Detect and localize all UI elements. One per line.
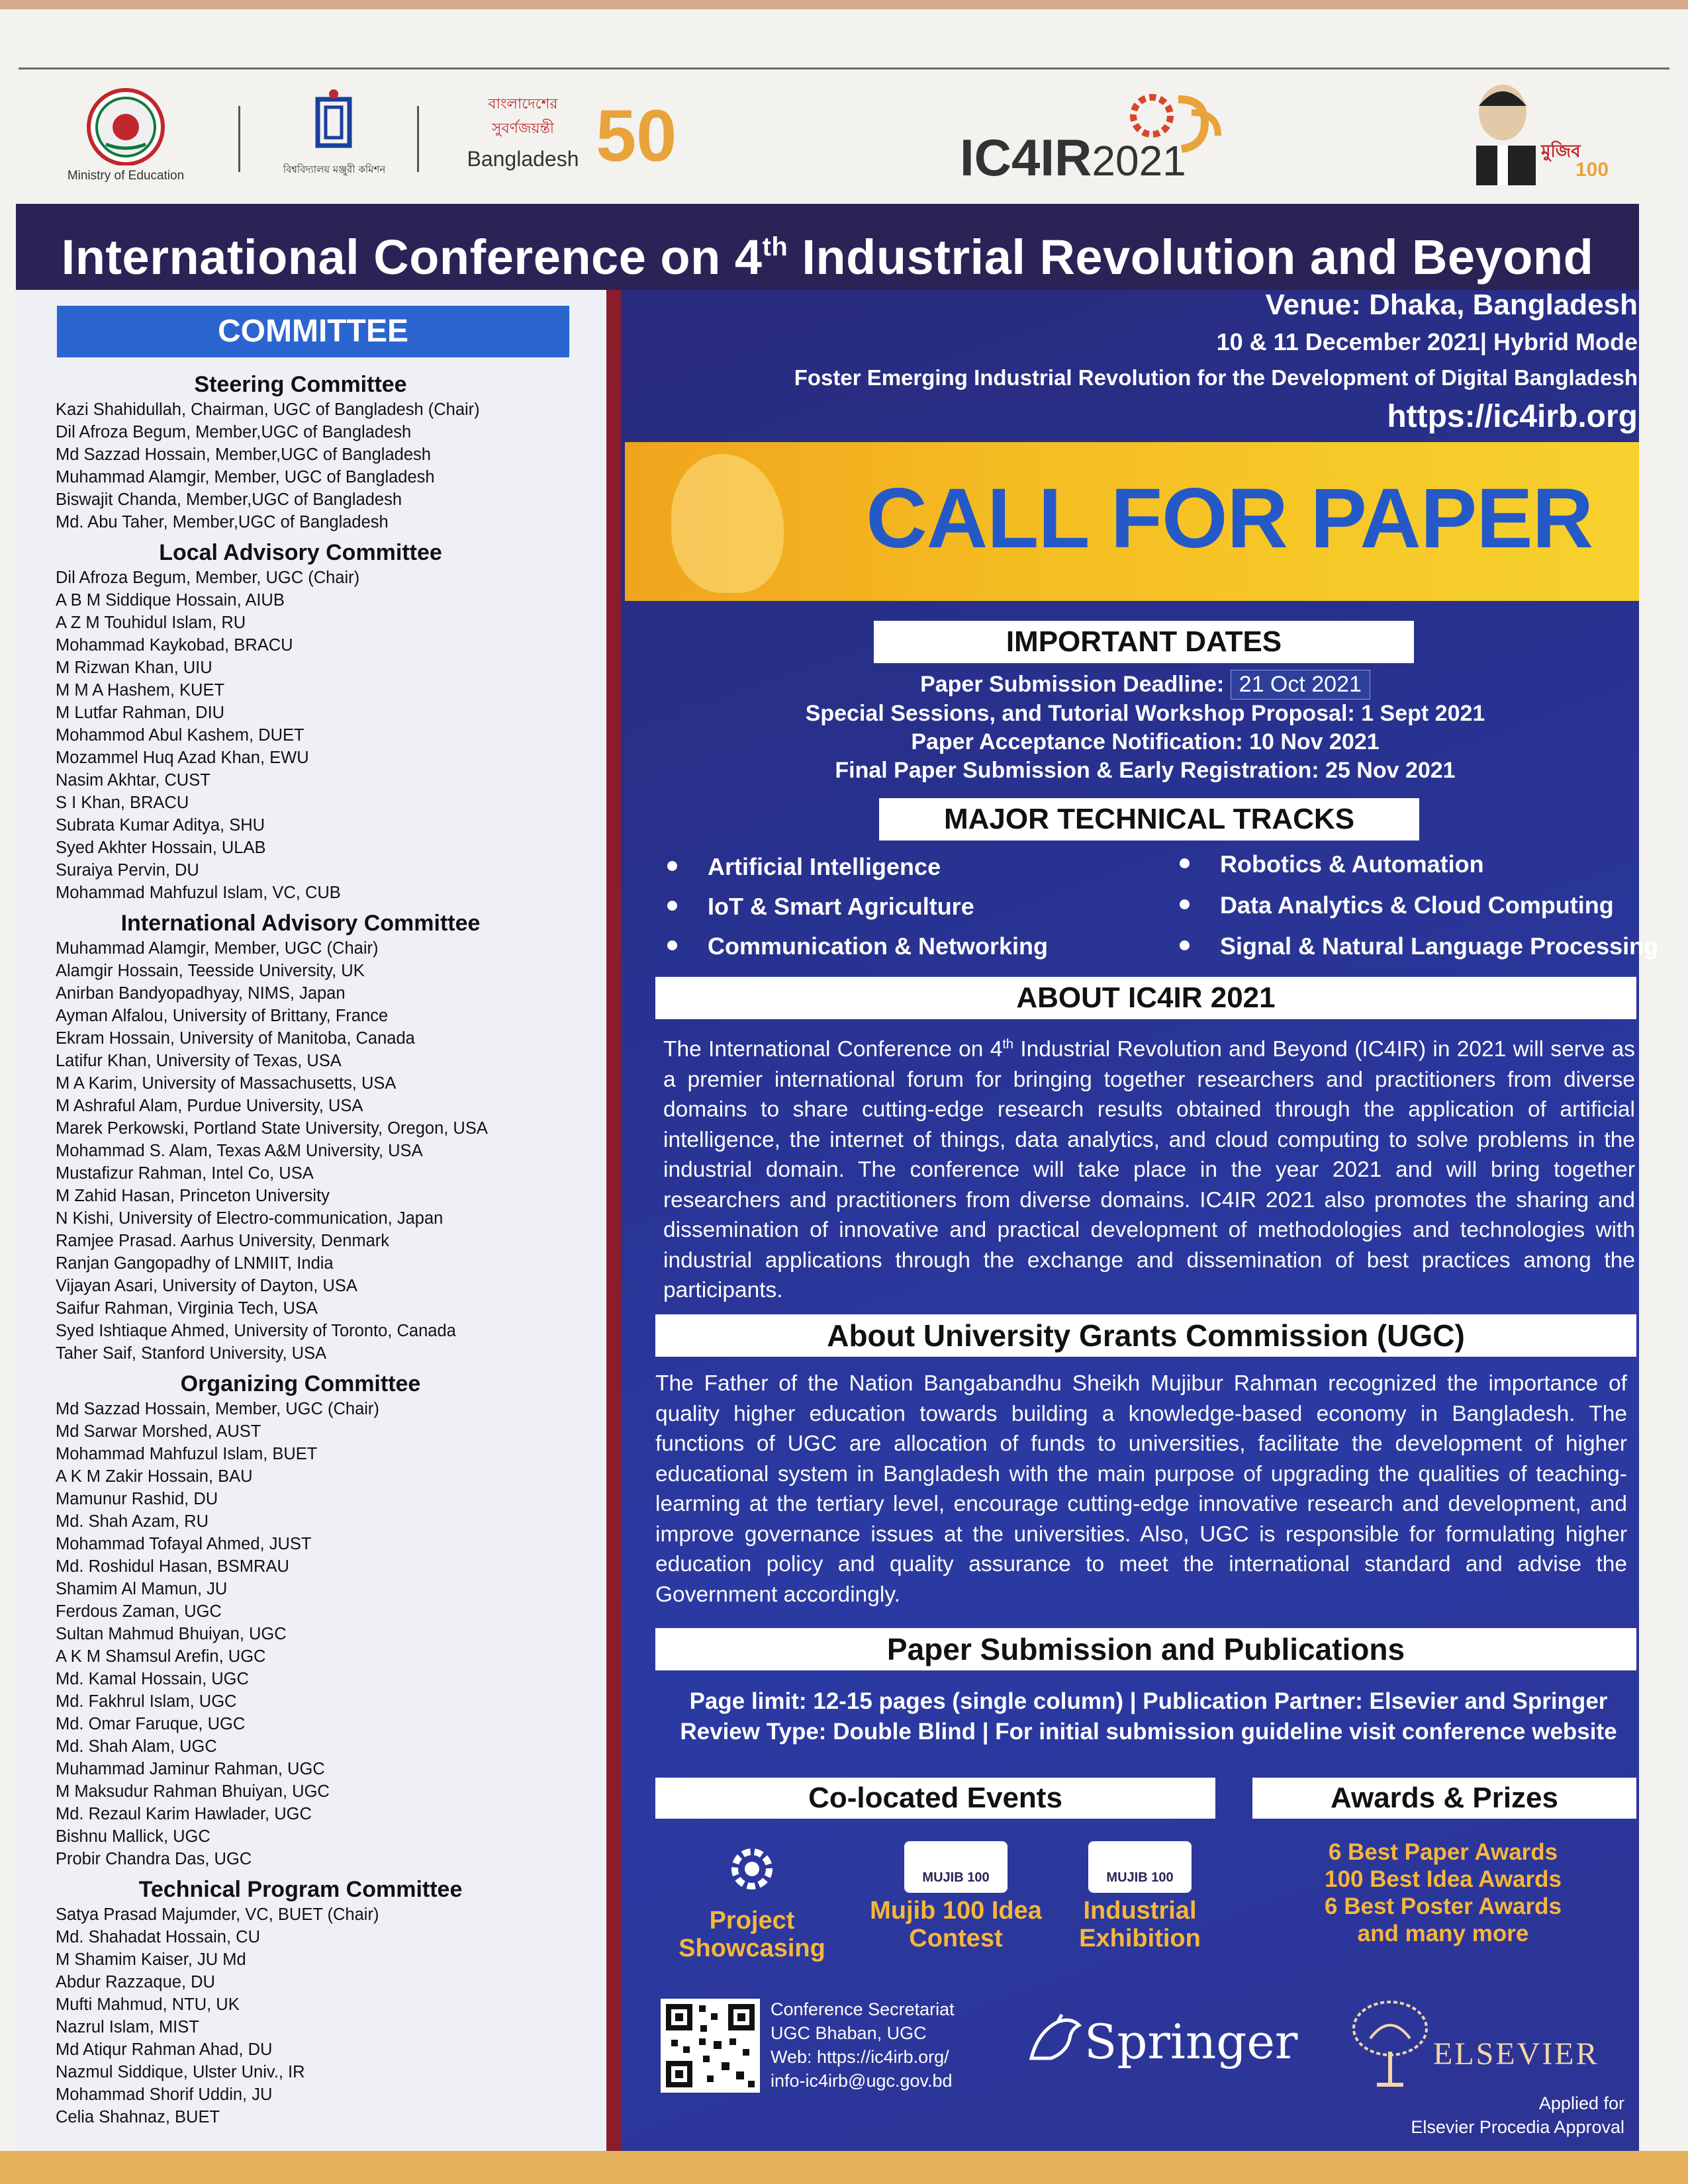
awards-title: Awards & Prizes xyxy=(1252,1778,1636,1819)
committee-member: Md. Shahadat Hossain, CU xyxy=(56,1928,260,1946)
approval-note xyxy=(1411,2091,1624,2139)
publication-line1: Page limit: 12-15 pages (single column) | Publication Partner: Elsevier and Springer xyxy=(689,1688,1608,1714)
committee-member: Nazrul Islam, MIST xyxy=(56,2018,199,2036)
qr-code-icon[interactable] xyxy=(661,1999,760,2093)
conference-title xyxy=(16,204,1639,290)
contact-line1: Conference Secretariat xyxy=(771,1999,955,2019)
committee-member: Suraiya Pervin, DU xyxy=(56,861,199,880)
ic4ir-prefix: IC4IR xyxy=(960,128,1092,187)
committee-section-heading: Organizing Committee xyxy=(180,1371,421,1396)
committee-title: COMMITTEE xyxy=(57,306,569,357)
ministry-logo xyxy=(60,86,192,183)
committee-member: Dil Afroza Begum, Member, UGC (Chair) xyxy=(56,569,360,587)
event-line2: Exhibition xyxy=(1079,1925,1201,1952)
event-mujib-idea-contest xyxy=(850,1841,1062,1952)
event-industrial-exhibition xyxy=(1067,1841,1213,1952)
contact-email[interactable]: info-ic4irb@ugc.gov.bd xyxy=(771,2071,953,2091)
committee-member: Ekram Hossain, University of Manitoba, Canada xyxy=(56,1029,415,1048)
committee-member: Latifur Khan, University of Texas, USA xyxy=(56,1052,342,1070)
committee-member: Shamim Al Mamun, JU xyxy=(56,1580,228,1598)
mujib100-badge-icon: MUJIB 100 xyxy=(904,1841,1008,1893)
committee-member: Ferdous Zaman, UGC xyxy=(56,1602,222,1621)
venue-dates: 10 & 11 December 2021| Hybrid Mode xyxy=(1216,328,1638,355)
committee-member: Md Atiqur Rahman Ahad, DU xyxy=(56,2040,273,2059)
committee-member: M Ashraful Alam, Purdue University, USA xyxy=(56,1097,363,1115)
committee-member: Mohammad Mahfuzul Islam, VC, CUB xyxy=(56,884,341,902)
jubilee-english-text: Bangladesh xyxy=(467,147,579,171)
committee-member: Ranjan Gangopadhy of LNMIIT, India xyxy=(56,1254,334,1273)
committee-member: M Zahid Hasan, Princeton University xyxy=(56,1187,330,1205)
committee-member: M A Karim, University of Massachusetts, USA xyxy=(56,1074,397,1093)
committee-member: Biswajit Chanda, Member,UGC of Bangladesh xyxy=(56,490,402,509)
committee-member: Abdur Razzaque, DU xyxy=(56,1973,215,1991)
jubilee-bangla-text: বাংলাদেশের সুবর্ণজয়ন্তী xyxy=(488,96,558,137)
contact-line2: UGC Bhaban, UGC xyxy=(771,2023,927,2043)
committee-member: Ayman Alfalou, University of Brittany, France xyxy=(56,1007,389,1025)
springer-logo xyxy=(1025,2012,1297,2071)
contact-block xyxy=(771,1997,955,2093)
track-item xyxy=(667,932,1048,961)
committee-member: Muhammad Alamgir, Member, UGC (Chair) xyxy=(56,939,379,958)
ic4ir-logo xyxy=(960,86,1238,192)
committee-member: M M A Hashem, KUET xyxy=(56,681,225,700)
committee-member: Satya Prasad Majumder, VC, BUET (Chair) xyxy=(56,1905,379,1924)
track-item xyxy=(667,892,974,921)
committee-member: Md Sazzad Hossain, Member, UGC (Chair) xyxy=(56,1400,379,1418)
venue-url[interactable]: https://ic4irb.org xyxy=(1387,399,1638,434)
bullet-icon xyxy=(667,940,677,950)
portrait-icon xyxy=(1463,79,1549,185)
award-item: 6 Best Paper Awards xyxy=(1328,1839,1558,1865)
committee-member: Vijayan Asari, University of Dayton, USA xyxy=(56,1277,357,1295)
committee-member: Saifur Rahman, Virginia Tech, USA xyxy=(56,1299,318,1318)
committee-member: Mohammod Abul Kashem, DUET xyxy=(56,726,305,745)
committee-member: Mufti Mahmud, NTU, UK xyxy=(56,1995,240,2014)
final-submission-line: Final Paper Submission & Early Registration: 25 Nov 2021 xyxy=(835,758,1456,783)
committee-section-heading: Technical Program Committee xyxy=(138,1877,463,1902)
committee-member: Sultan Mahmud Bhuiyan, UGC xyxy=(56,1625,287,1643)
venue-block xyxy=(794,286,1638,438)
bullet-icon xyxy=(1180,940,1190,950)
committee-member: Kazi Shahidullah, Chairman, UGC of Bangladesh (Chair) xyxy=(56,400,480,419)
title-part1: International Conference on 4 xyxy=(61,230,763,285)
committee-member: Dil Afroza Begum, Member,UGC of Bangladesh xyxy=(56,423,412,441)
committee-member: Syed Ishtiaque Ahmed, University of Toronto, Canada xyxy=(56,1322,456,1340)
committee-member: Md. Roshidul Hasan, BSMRAU xyxy=(56,1557,289,1576)
ai-head-icon xyxy=(671,454,784,593)
approval-line2: Elsevier Procedia Approval xyxy=(1411,2117,1624,2137)
track-label: IoT & Smart Agriculture xyxy=(708,893,974,920)
ic4ir-year: 2021 xyxy=(1092,137,1186,185)
committee-member: Bishnu Mallick, UGC xyxy=(56,1827,211,1846)
track-label: Artificial Intelligence xyxy=(708,853,941,880)
elsevier-tree-icon xyxy=(1350,1999,1430,2091)
mujib-number: 100 xyxy=(1575,159,1609,181)
award-item: 6 Best Poster Awards xyxy=(1325,1893,1562,1919)
committee-section-heading: Steering Committee xyxy=(194,372,407,397)
proposal-date-line: Special Sessions, and Tutorial Workshop Proposal: 1 Sept 2021 xyxy=(805,701,1485,726)
event-project-showcasing xyxy=(659,1841,845,1962)
committee-member: N Kishi, University of Electro-communication, Japan xyxy=(56,1209,444,1228)
header-rule xyxy=(19,68,1669,69)
important-dates-title: IMPORTANT DATES xyxy=(874,621,1414,663)
committee-member: Anirban Bandyopadhyay, NIMS, Japan xyxy=(56,984,346,1003)
bullet-icon xyxy=(667,901,677,911)
logo-divider xyxy=(238,106,240,172)
award-item: 100 Best Idea Awards xyxy=(1325,1866,1562,1892)
committee-member: Mohammad Mahfuzul Islam, BUET xyxy=(56,1445,318,1463)
committee-section-heading: International Advisory Committee xyxy=(120,911,481,936)
golden-jubilee-logo xyxy=(444,87,702,193)
publication-title: Paper Submission and Publications xyxy=(655,1628,1636,1670)
submission-date: 21 Oct 2021 xyxy=(1231,670,1370,700)
approval-line1: Applied for xyxy=(1538,2093,1624,2113)
committee-member: Subrata Kumar Aditya, SHU xyxy=(56,816,265,835)
committee-member: M Maksudur Rahman Bhuiyan, UGC xyxy=(56,1782,330,1801)
event-line2: Contest xyxy=(909,1925,1003,1952)
committee-member: A K M Shamsul Arefin, UGC xyxy=(56,1647,266,1666)
jubilee-number: 50 xyxy=(596,95,677,177)
logo-divider xyxy=(417,106,419,172)
committee-member: Md. Omar Faruque, UGC xyxy=(56,1715,246,1733)
ugc-logo xyxy=(265,86,404,179)
committee-member: Md. Fakhrul Islam, UGC xyxy=(56,1692,237,1711)
about-ugc-text: The Father of the Nation Bangabandhu Sheikh Mujibur Rahman recognized the importance of quality higher education towards building a knowledge-based economy in Bangladesh. The functions of UGC are allocation of funds to universities, facilitate the development of higher educational system in Bangladesh with the main purpose of upgrading the qualities of teaching-learming at the tertiary level, encourage cutting-edge innovative research and development, and improve governance issues at the universities. Also, UGC is responsible for formulating higher education policy and quality assurance to meet the international standard and advise the Government accordingly. xyxy=(655,1371,1627,1607)
venue-place: Venue: Dhaka, Bangladesh xyxy=(1265,289,1638,321)
title-part2: Industrial Revolution and Beyond xyxy=(788,230,1594,285)
ugc-caption: বিশ্ববিদ্যালয় মঞ্জুরী কমিশন xyxy=(283,163,386,175)
track-label: Data Analytics & Cloud Computing xyxy=(1220,891,1614,919)
committee-member: Alamgir Hossain, Teesside University, UK xyxy=(56,962,365,980)
about-ugc-title: About University Grants Commission (UGC) xyxy=(655,1314,1636,1357)
committee-member: Md. Shah Azam, RU xyxy=(56,1512,209,1531)
about-ic4ir-text xyxy=(663,1030,1635,1306)
track-item xyxy=(1180,932,1658,961)
call-for-paper-banner xyxy=(625,442,1639,601)
contact-web[interactable]: Web: https://ic4irb.org/ xyxy=(771,2047,949,2067)
ugc-emblem-icon xyxy=(265,86,404,159)
committee-member: Taher Saif, Stanford University, USA xyxy=(56,1344,327,1363)
committee-member: Mustafizur Rahman, Intel Co, USA xyxy=(56,1164,314,1183)
track-item xyxy=(667,852,941,882)
springer-wordmark: Springer xyxy=(1084,2014,1298,2070)
ic4ir-wordmark xyxy=(960,128,1186,187)
committee-member: Ramjee Prasad. Aarhus University, Denmark xyxy=(56,1232,390,1250)
committee-member: Probir Chandra Das, UGC xyxy=(56,1850,252,1868)
about-ic4ir-text-part2: Industrial Revolution and Beyond (IC4IR) in 2021 will serve as a premier international forum for bringing together researchers and practitioners from diverse domains to share cutting-edge research results obtained through the application of artificial intelligence, the internet of things, data analytics, and cloud computing to solve problems in the industrial domain. The conference will take place in the year 2021 and will bring together researchers and practitioners from diverse domains. IC4IR 2021 also promotes the sharing and dissemination of innovative and practical development of methodologies and technologies with industrial applications through the exchange and dissemination of best practices among the participants. xyxy=(663,1037,1635,1303)
about-ic4ir-text-part1: The International Conference on 4 xyxy=(663,1037,1003,1062)
event-line1: Mujib 100 Idea xyxy=(870,1897,1042,1925)
call-for-paper-heading: CALL FOR PAPER xyxy=(866,471,1593,566)
about-ic4ir-superscript: th xyxy=(1002,1037,1014,1052)
committee-member: Md Sazzad Hossain, Member,UGC of Bangladesh xyxy=(56,445,431,464)
mujib-bangla-text: মুজিব xyxy=(1541,142,1581,161)
ministry-caption: Ministry of Education xyxy=(67,169,185,183)
about-ic4ir-title: ABOUT IC4IR 2021 xyxy=(655,977,1636,1019)
submission-label: Paper Submission Deadline: xyxy=(920,672,1225,697)
track-item xyxy=(1180,850,1484,879)
committee-member: Marek Perkowski, Portland State University, Oregon, USA xyxy=(56,1119,488,1138)
acceptance-date-line: Paper Acceptance Notification: 10 Nov 2021 xyxy=(911,729,1380,754)
gear-icon xyxy=(724,1841,780,1897)
committee-member: A B M Siddique Hossain, AIUB xyxy=(56,591,285,610)
committee-member: Celia Shahnaz, BUET xyxy=(56,2108,220,2126)
committee-member: Md. Abu Taher, Member,UGC of Bangladesh xyxy=(56,513,389,531)
mujib100-logo xyxy=(1463,79,1635,192)
committee-section-heading: Local Advisory Committee xyxy=(159,540,442,565)
important-dates xyxy=(662,670,1628,785)
elsevier-wordmark: ELSEVIER xyxy=(1433,2036,1599,2071)
awards-list xyxy=(1258,1839,1628,1947)
track-label: Robotics & Automation xyxy=(1220,850,1484,878)
mujib100-badge-icon: MUJIB 100 xyxy=(1088,1841,1192,1893)
track-label: Signal & Natural Language Processing xyxy=(1220,933,1659,960)
committee-member: M Lutfar Rahman, DIU xyxy=(56,704,225,722)
event-line2: Showcasing xyxy=(679,1934,825,1962)
bottom-edge xyxy=(0,2151,1688,2184)
committee-member: Mohammad Shorif Uddin, JU xyxy=(56,2085,273,2104)
publication-details xyxy=(655,1686,1642,1747)
track-label: Communication & Networking xyxy=(708,933,1049,960)
ministry-emblem-icon xyxy=(60,86,192,165)
events-title: Co-located Events xyxy=(655,1778,1215,1819)
committee-member: Md. Kamal Hossain, UGC xyxy=(56,1670,249,1688)
qr-pattern xyxy=(661,1999,760,2093)
committee-member: A Z M Touhidul Islam, RU xyxy=(56,614,246,632)
logo-row xyxy=(20,79,1668,199)
award-item: and many more xyxy=(1357,1921,1529,1946)
event-line1: Project xyxy=(709,1907,795,1934)
title-superscript: th xyxy=(762,232,788,261)
committee-member: Nasim Akhtar, CUST xyxy=(56,771,211,790)
committee-member: Mohammad Tofayal Ahmed, JUST xyxy=(56,1535,312,1553)
committee-member: Nazmul Siddique, Ulster Univ., IR xyxy=(56,2063,305,2081)
springer-horse-icon xyxy=(1025,2012,1084,2065)
bullet-icon xyxy=(667,861,677,871)
event-line1: Industrial xyxy=(1083,1897,1197,1925)
committee-list xyxy=(56,371,598,2128)
committee-member: Mozammel Huq Azad Khan, EWU xyxy=(56,749,309,767)
committee-member: S I Khan, BRACU xyxy=(56,794,189,812)
committee-member: Md Sarwar Morshed, AUST xyxy=(56,1422,261,1441)
bullet-icon xyxy=(1180,858,1190,868)
committee-member: Md. Rezaul Karim Hawlader, UGC xyxy=(56,1805,312,1823)
committee-member: Mohammad Kaykobad, BRACU xyxy=(56,636,293,655)
submission-deadline-line xyxy=(662,670,1628,700)
bullet-icon xyxy=(1180,899,1190,909)
committee-member: Mohammad S. Alam, Texas A&M University, USA xyxy=(56,1142,423,1160)
committee-member: A K M Zakir Hossain, BAU xyxy=(56,1467,253,1486)
committee-member: Syed Akhter Hossain, ULAB xyxy=(56,839,266,857)
committee-member: M Rizwan Khan, UIU xyxy=(56,659,212,677)
top-edge xyxy=(0,0,1688,9)
venue-theme: Foster Emerging Industrial Revolution for the Development of Digital Bangladesh xyxy=(794,365,1638,390)
committee-member: M Shamim Kaiser, JU Md xyxy=(56,1950,246,1969)
tracks-title: MAJOR TECHNICAL TRACKS xyxy=(879,798,1419,841)
committee-member: Muhammad Alamgir, Member, UGC of Bangladesh xyxy=(56,468,435,486)
publication-line2: Review Type: Double Blind | For initial submission guideline visit conference website xyxy=(680,1719,1617,1745)
track-item xyxy=(1180,891,1614,920)
committee-member: Md. Shah Alam, UGC xyxy=(56,1737,217,1756)
committee-member: Mamunur Rashid, DU xyxy=(56,1490,218,1508)
committee-member: Muhammad Jaminur Rahman, UGC xyxy=(56,1760,325,1778)
